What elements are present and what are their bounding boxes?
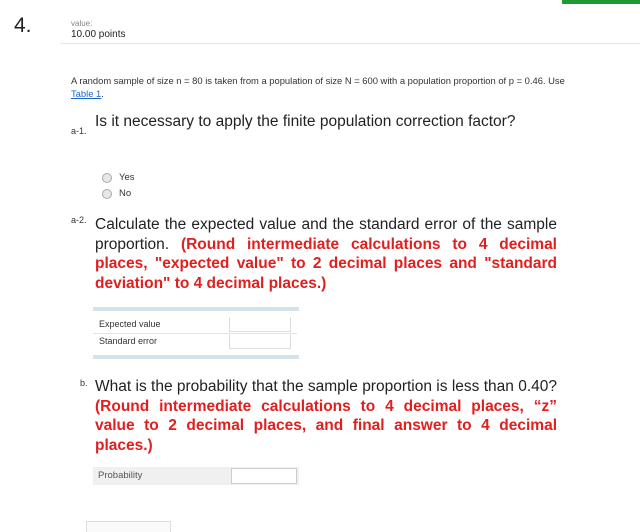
part-a1-question: Is it necessary to apply the finite population correction factor? [95, 113, 516, 130]
points-value: 10.00 points [71, 29, 126, 40]
probability-label: Probability [98, 470, 143, 481]
header-divider [60, 43, 640, 44]
option-yes-label: Yes [119, 172, 135, 183]
option-no-label: No [119, 188, 132, 199]
expected-value-label: Expected value [99, 319, 161, 329]
radio-no[interactable] [102, 189, 112, 199]
standard-error-label: Standard error [99, 336, 158, 346]
standard-error-row [93, 334, 297, 350]
part-b-label: b. [80, 378, 88, 388]
value-label: value: [71, 19, 93, 28]
probability-row [93, 467, 299, 485]
part-a1-label: a-1. [71, 126, 87, 136]
expected-value-input[interactable] [229, 317, 291, 332]
part-a2-label: a-2. [71, 215, 87, 225]
part-a2-question [95, 215, 557, 293]
part-b-instruction: (Round intermediate calculations to 4 decimal places, “z” value to 2 decimal places, and final answer to 4 decimal places.) [95, 397, 557, 454]
radio-yes[interactable] [102, 173, 112, 183]
probability-input[interactable] [231, 468, 297, 484]
progress-accent-bar [562, 0, 640, 4]
next-control-partial[interactable] [86, 521, 171, 532]
table-top-border [93, 307, 299, 311]
question-intro [71, 74, 571, 100]
part-b-question-text: What is the probability that the sample proportion is less than 0.40? [95, 378, 557, 395]
option-yes[interactable] [102, 172, 135, 183]
standard-error-input[interactable] [229, 334, 291, 349]
part-a2-question-text: Calculate the expected value and the standard error of the sample proportion. [95, 216, 557, 253]
part-b-question [95, 377, 557, 455]
intro-end: . [101, 88, 104, 99]
table-bottom-border [93, 355, 299, 359]
expected-value-row [93, 317, 297, 333]
intro-text: A random sample of size n = 80 is taken from a population of size N = 600 with a population proportion of p = 0.46. Use [71, 75, 565, 86]
option-no[interactable] [102, 188, 131, 199]
part-a2-instruction: (Round intermediate calculations to 4 decimal places, "expected value" to 2 decimal places and "standard deviation" to 4 decimal places.) [95, 235, 557, 292]
table-1-link[interactable]: Table 1 [71, 88, 102, 99]
question-number: 4. [14, 14, 32, 37]
